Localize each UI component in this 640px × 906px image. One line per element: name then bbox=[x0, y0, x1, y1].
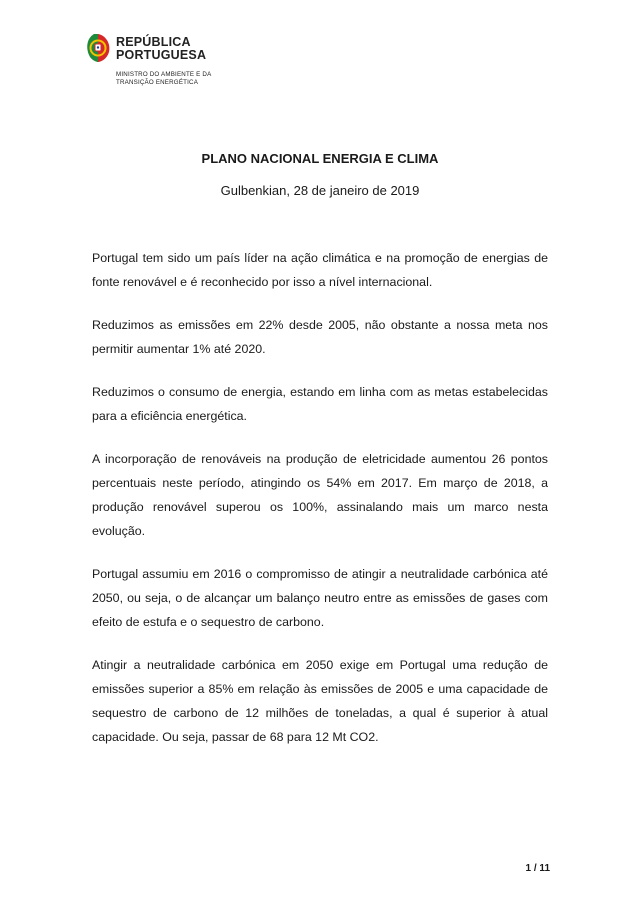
republic-title bbox=[116, 36, 266, 62]
header bbox=[84, 30, 284, 90]
republic-line-1: REPÚBLICA bbox=[116, 35, 191, 49]
paragraph: Reduzimos as emissões em 22% desde 2005, não obstante a nossa meta nos permitir aumentar 1% até 2020. bbox=[92, 318, 548, 356]
document-body bbox=[92, 246, 548, 768]
ministry-line-1: MINISTRO DO AMBIENTE E DA bbox=[116, 71, 212, 78]
paragraph: Portugal tem sido um país líder na ação climática e na promoção de energias de fonte renovável e é reconhecido por isso a nível internacional. bbox=[92, 251, 548, 289]
paragraph: A incorporação de renováveis na produção de eletricidade aumentou 26 pontos percentuais neste período, atingindo os 54% em 2017. Em março de 2018, a produção renovável superou os 100%, assinalando mais um marco nesta evolução. bbox=[92, 452, 548, 538]
portuguese-emblem-icon bbox=[84, 30, 112, 64]
page-number: 1 / 11 bbox=[525, 863, 550, 874]
document-subtitle: Gulbenkian, 28 de janeiro de 2019 bbox=[220, 183, 420, 198]
document-title: PLANO NACIONAL ENERGIA E CLIMA bbox=[201, 151, 439, 166]
paragraph: Portugal assumiu em 2016 o compromisso de atingir a neutralidade carbónica até 2050, ou seja, o de alcançar um balanço neutro entre as emissões de gases com efeito de estufa e o sequestro de carbono. bbox=[92, 567, 548, 629]
ministry-line-2: TRANSIÇÃO ENERGÉTICA bbox=[116, 79, 199, 86]
paragraph: Reduzimos o consumo de energia, estando em linha com as metas estabelecidas para a eficiência energética. bbox=[92, 385, 548, 423]
republic-line-2: PORTUGUESA bbox=[116, 48, 207, 62]
ministry-name bbox=[116, 71, 266, 87]
paragraph: Atingir a neutralidade carbónica em 2050 exige em Portugal uma redução de emissões superior a 85% em relação às emissões de 2005 e uma capacidade de sequestro de carbono de 12 milhões de toneladas, a qual é superior à atual capacidade. Ou seja, passar de 68 para 12 Mt CO2. bbox=[92, 658, 548, 744]
title-block bbox=[0, 150, 640, 200]
